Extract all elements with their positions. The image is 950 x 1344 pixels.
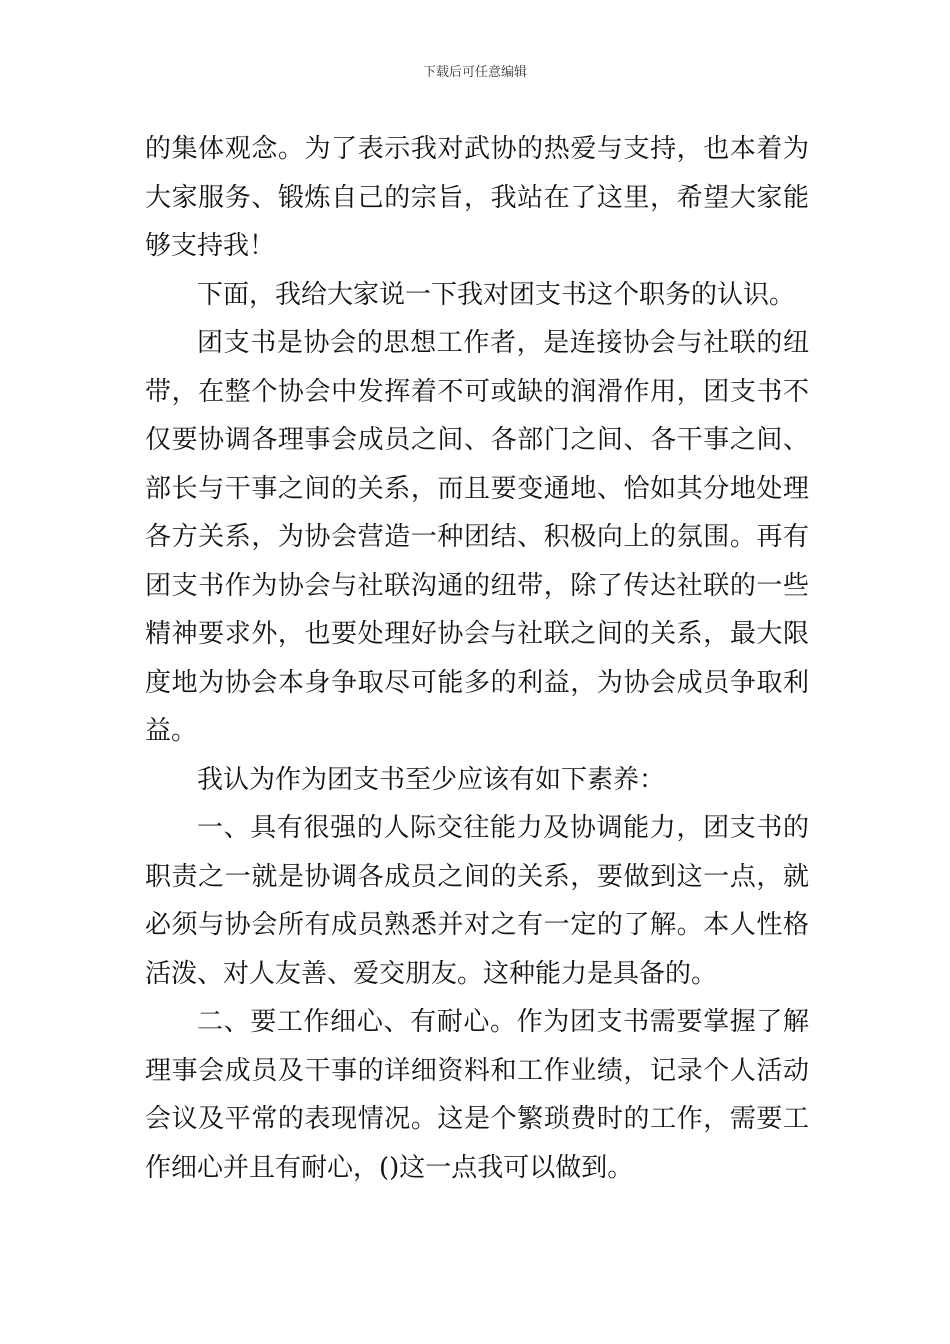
text-line: 一、具有很强的人际交往能力及协调能力，团支书的 [197,813,809,843]
text-line: 二、要工作细心、有耐心。作为团支书需要掌握了解 [197,1007,809,1037]
text-line: 各方关系，为协会营造一种团结、积极向上的氛围。再有 [145,522,809,552]
text-line: 精神要求外，也要处理好协会与社联之间的关系，最大限 [145,619,809,649]
text-line: 大家服务、锻炼自己的宗旨，我站在了这里，希望大家能 [145,182,809,213]
text-line: 部长与干事之间的关系，而且要变通地、恰如其分地处理 [145,473,809,504]
text-line: 活泼、对人友善、爱交朋友。这种能力是具备的。 [145,958,718,989]
text-line: 仅要协调各理事会成员之间、各部门之间、各干事之间、 [145,425,809,455]
page-header: 下载后可任意编辑 [422,65,527,80]
text-line: 的集体观念。为了表示我对武协的热爱与支持，也本着为 [145,134,809,164]
text-line: 职责之一就是协调各成员之间的关系，要做到这一点，就 [145,861,809,892]
text-line: 必须与协会所有成员熟悉并对之有一定的了解。本人性格 [145,910,809,940]
text-line: 我认为作为团支书至少应该有如下素养： [197,764,666,795]
text-line: 理事会成员及干事的详细资料和工作业绩，记录个人活动 [145,1055,809,1086]
text-line: 下面，我给大家说一下我对团支书这个职务的认识。 [197,279,796,310]
text-line: 团支书作为协会与社联沟通的纽带，除了传达社联的一些 [145,570,809,601]
document-body [145,128,809,1195]
text-line: 团支书是协会的思想工作者，是连接协会与社联的纽 [197,328,809,358]
text-line: 带，在整个协会中发挥着不可或缺的润滑作用，团支书不 [145,376,809,407]
text-line: 够支持我！ [145,231,276,261]
text-line: 度地为协会本身争取尽可能多的利益，为协会成员争取利 [145,667,809,698]
text-line: 益。 [145,716,198,746]
text-line: 作细心并且有耐心，()这一点我可以做到。 [145,1152,634,1183]
text-line: 会议及平常的表现情况。这是个繁琐费时的工作，需要工 [145,1104,809,1134]
